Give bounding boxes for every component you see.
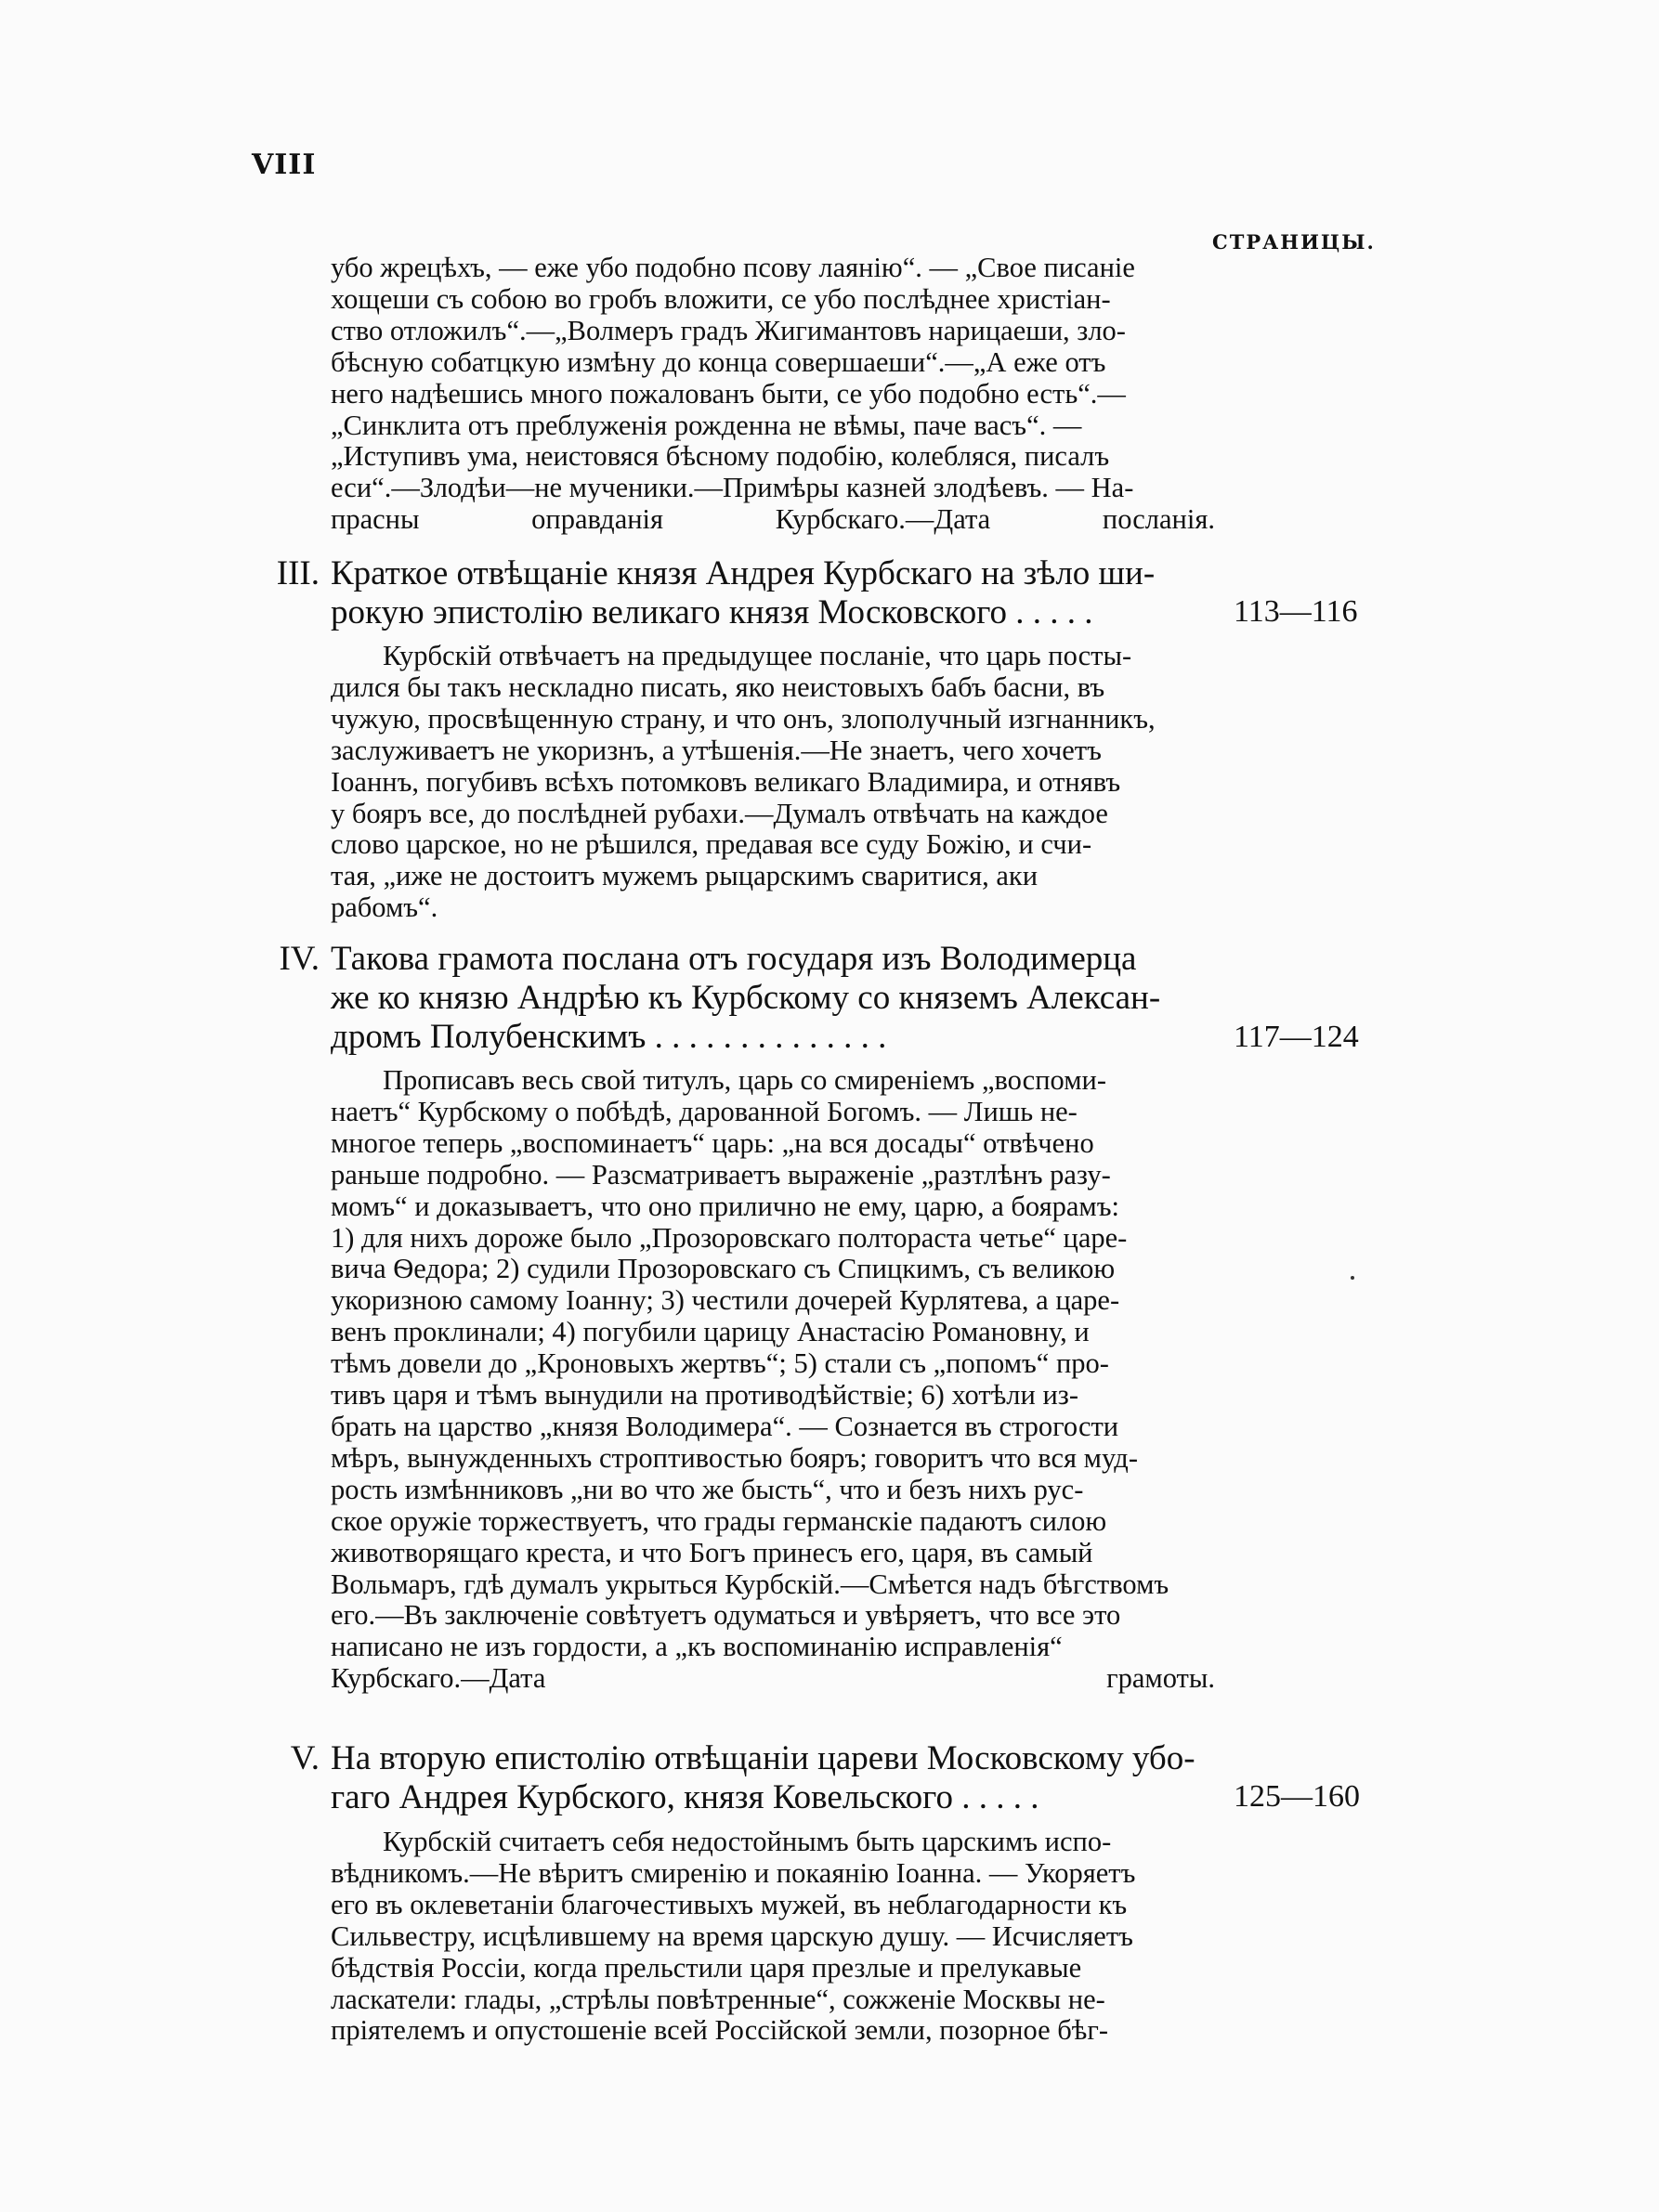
summary-line: тая, „иже не достоитъ мужемъ рыцарскимъ сваритися, аки [331, 860, 1039, 892]
summary-line: заслуживаетъ не укоризнъ, а утѣшенія.—Не знаетъ, чего хочетъ [331, 734, 1102, 766]
page-number: VIII [252, 149, 317, 181]
summary-line: прасны оправданія Курбскаго.—Дата посланія. [331, 503, 1215, 536]
summary-line: дился бы такъ нескладно писать, яко неистовыхъ бабъ басни, въ [331, 670, 1105, 703]
summary-line: бѣдствія Россіи, когда прельстили царя презлые и прелукавые [331, 1951, 1082, 1984]
entry-summary-iv [331, 1065, 1215, 1695]
title-line: Краткое отвѣщаніе князя Андрея Курбскаго на зѣло ши- [331, 554, 1156, 592]
summary-line: пріятелемъ и опустошеніе всей Россійской земли, позорное бѣг- [331, 2014, 1109, 2047]
summary-line: Прописавъ весь свой титулъ, царь со смиреніемъ „воспоми- [383, 1064, 1106, 1096]
summary-line: Курбскій считаетъ себя недостойнымъ быть царскимъ испо- [383, 1826, 1112, 1857]
summary-line: ласкатели: глады, „стрѣлы повѣтренные“, сожженіе Москвы не- [331, 1983, 1105, 2015]
summary-line: венъ проклинали; 4) погубили царицу Анастасію Романовну, и [331, 1316, 1090, 1348]
summary-line: слово царское, но не рѣшился, предавая все суду Божію, и счи- [331, 828, 1092, 861]
entry-title-iii [276, 554, 1215, 632]
entry-number: III. [276, 554, 320, 592]
summary-line: Курбскій отвѣчаетъ на предыдущее посланіе, что царь посты- [383, 640, 1132, 671]
summary-line: брать на царство „князя Володимера“. — Сознается въ строгости [331, 1410, 1119, 1442]
summary-line: Сильвестру, исцѣлившему на время царскую душу. — Исчисляетъ [331, 1919, 1133, 1952]
summary-line: написано не изъ гордости, а „къ воспоминанію исправленія“ [331, 1631, 1063, 1663]
summary-line: у бояръ все, до послѣдней рубахи.—Думалъ отвѣчать на каждое [331, 797, 1108, 829]
entry-number: V. [290, 1739, 320, 1777]
page-range: 125—160 [1234, 1779, 1360, 1814]
summary-line: раньше подробно. — Разсматриваетъ выраженіе „разтлѣнъ разу- [331, 1158, 1111, 1191]
summary-line: „Иступивъ ума, неистовяся бѣсному подобію, колебляся, писалъ [331, 440, 1110, 473]
summary-line: тивъ царя и тѣмъ вынудили на противодѣйствіе; 6) хотѣли из- [331, 1379, 1078, 1412]
summary-line: его въ оклеветаніи благочестивыхъ мужей, въ неблагодарности къ [331, 1888, 1128, 1920]
entry-summary-v [331, 1827, 1215, 2047]
summary-line: животворящаго креста, и что Богъ принесъ его, царя, въ самый [331, 1536, 1093, 1568]
summary-line: тѣмъ довели до „Кроновыхъ жертвъ“; 5) стали съ „попомъ“ про- [331, 1347, 1109, 1380]
title-line: дромъ Полубенскимъ . . . . . . . . . . . . . . [331, 1018, 887, 1056]
summary-line: ство отложилъ“.—„Волмеръ градъ Жигимантовъ нарицаеши, зло- [331, 314, 1126, 346]
summary-line: укоризною самому Іоанну; 3) честили дочерей Курлятева, а царе- [331, 1284, 1120, 1317]
summary-line: хощеши съ собою во гробъ вложити, се убо послѣднее христіан- [331, 282, 1111, 315]
summary-line: рость измѣнниковъ „ни во что же бысть“, что и безъ нихъ рус- [331, 1473, 1084, 1505]
entry-summary-iii [331, 641, 1215, 924]
continuation-summary [331, 253, 1215, 536]
summary-line: вѣдникомъ.—Не вѣритъ смиренію и покаянію Іоанна. — Укоряетъ [331, 1856, 1136, 1889]
summary-line: рабомъ“. [331, 891, 438, 924]
page-range: 113—116 [1234, 594, 1358, 629]
summary-line: Вольмаръ, гдѣ думалъ укрыться Курбскій.—Смѣется надъ бѣгствомъ [331, 1568, 1169, 1600]
entry-title-iv [279, 940, 1215, 1057]
summary-line: убо жрецѣхъ, — еже убо подобно псову лаянію“. — „Свое писаніе [331, 252, 1135, 283]
summary-line: момъ“ и доказываетъ, что оно прилично не ему, царю, а боярамъ: [331, 1190, 1119, 1222]
page-range: 117—124 [1234, 1020, 1359, 1054]
summary-line: вича Ѳедора; 2) судили Прозоровскаго съ Спицкимъ, съ великою [331, 1253, 1116, 1285]
summary-line: „Синклита отъ преблуженія рожденна не вѣмы, паче васъ“. — [331, 409, 1082, 441]
summary-line: ское оружіе торжествуетъ, что грады германскіе падаютъ силою [331, 1504, 1107, 1537]
summary-line: мѣръ, вынужденныхъ строптивостью бояръ; говоритъ что вся муд- [331, 1441, 1138, 1474]
summary-line: бѣсную собатцкую измѣну до конца совершаеши“.—„А еже отъ [331, 345, 1106, 378]
entry-number: IV. [279, 940, 320, 978]
summary-line: Курбскаго.—Дата грамоты. [331, 1662, 1215, 1695]
title-line: гаго Андрея Курбского, князя Ковельского . . . . . [331, 1778, 1039, 1816]
summary-line: еси“.—Злодѣи—не мученики.—Примѣры казней злодѣевъ. — На- [331, 472, 1134, 504]
summary-line: него надѣешись много пожалованъ быти, се убо подобно есть“.— [331, 377, 1126, 410]
summary-line: его.—Въ заключеніе совѣтуетъ одуматься и увѣряетъ, что все это [331, 1599, 1121, 1632]
title-line: Такова грамота послана отъ государя изъ Володимерца [331, 940, 1137, 978]
summary-line: 1) для нихъ дороже было „Прозоровскаго полтораста четье“ царе- [331, 1221, 1128, 1254]
summary-line: многое теперь „воспоминаетъ“ царь: „на вся досады“ отвѣчено [331, 1126, 1094, 1159]
summary-line: Іоаннъ, погубивъ всѣхъ потомковъ великаго Владимира, и отнявъ [331, 765, 1121, 798]
title-line: же ко князю Андрѣю къ Курбскому со княземъ Алексан- [331, 979, 1161, 1017]
entry-title-v [290, 1739, 1215, 1817]
title-line: рокую эпистолію великаго князя Московского . . . . . [331, 593, 1093, 631]
stray-dot-mark [1351, 1276, 1354, 1280]
summary-line: чужую, просвѣщенную страну, и что онъ, злополучный изгнанникъ, [331, 702, 1156, 735]
summary-line: наетъ“ Курбскому о побѣдѣ, дарованной Богомъ. — Лишь не- [331, 1095, 1078, 1127]
pages-column-heading: СТРАНИЦЫ. [1212, 230, 1376, 254]
title-line: На вторую епистолію отвѣщаніи цареви Московскому убо- [331, 1739, 1195, 1777]
